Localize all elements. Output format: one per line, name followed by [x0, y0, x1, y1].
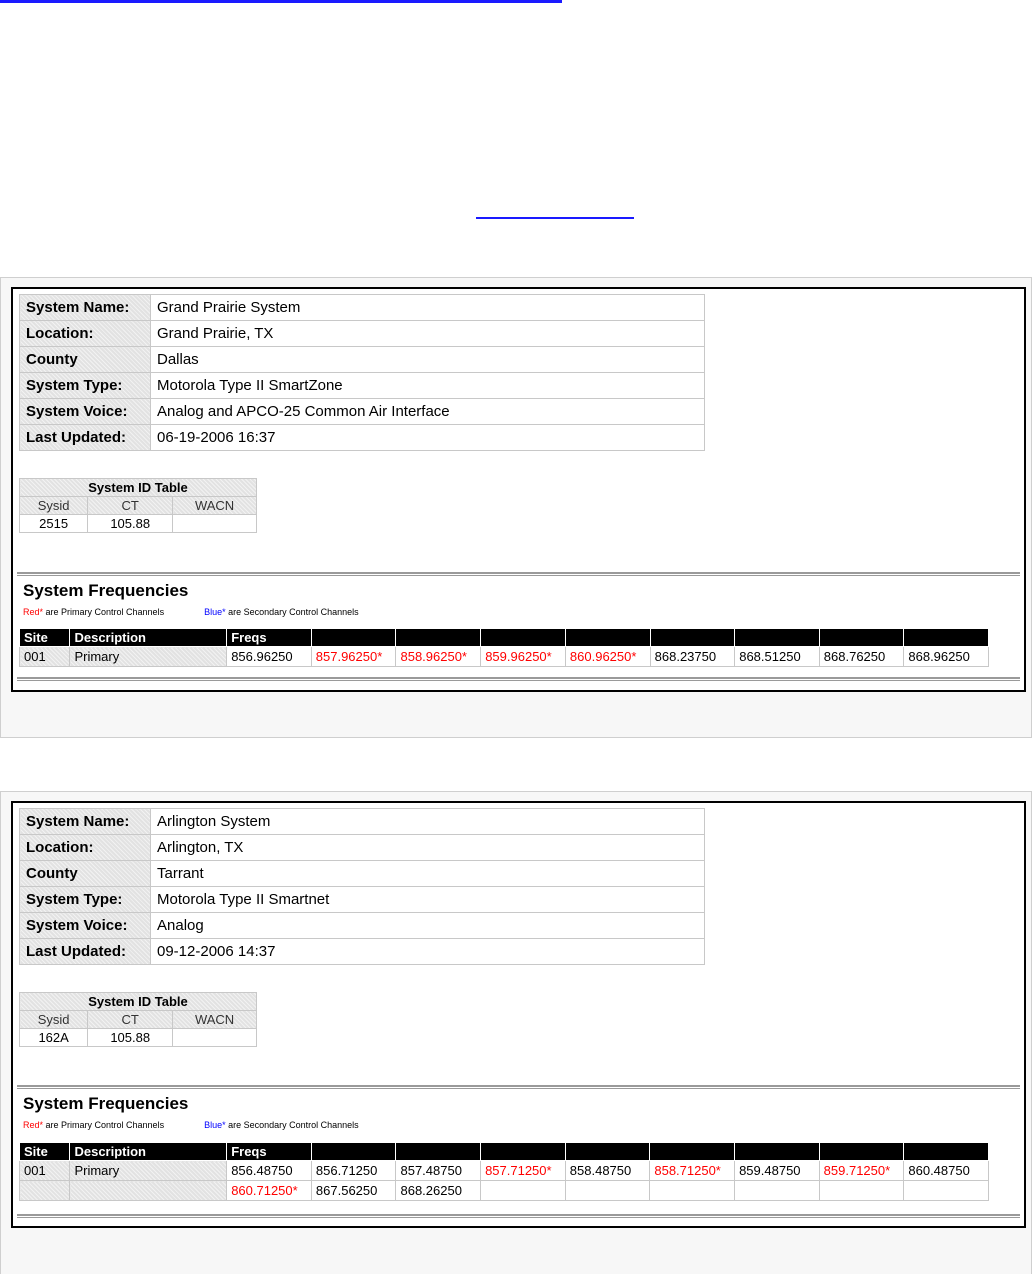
- info-label: System Voice:: [20, 399, 151, 425]
- freqs-header-cell: [904, 629, 989, 647]
- info-value: Arlington System: [151, 809, 705, 835]
- info-value: Grand Prairie System: [151, 295, 705, 321]
- frequency-table: [19, 1142, 989, 1201]
- frequency-cell: 868.26250: [396, 1181, 481, 1201]
- frequency-cell: [481, 1181, 566, 1201]
- freqs-header-cell: [735, 629, 820, 647]
- info-value: 09-12-2006 14:37: [151, 939, 705, 965]
- description-cell: [70, 1181, 227, 1201]
- freqs-header-cell: [735, 1143, 820, 1161]
- frequencies-title: System Frequencies: [23, 581, 189, 600]
- ct-value: 105.88: [88, 515, 173, 533]
- info-label: Location:: [20, 321, 151, 347]
- frequency-cell: 858.96250*: [396, 647, 481, 667]
- divider: [17, 572, 1020, 576]
- sysid-value: 2515: [20, 515, 88, 533]
- description-cell: Primary: [70, 647, 227, 667]
- frequency-cell: 859.96250*: [481, 647, 566, 667]
- frequency-cell: 858.71250*: [650, 1161, 735, 1181]
- info-label: System Type:: [20, 373, 151, 399]
- frequency-table: [19, 628, 989, 667]
- frequency-cell: 856.96250: [227, 647, 312, 667]
- frequencies-title: System Frequencies: [23, 1094, 189, 1113]
- freqs-header-cell: [396, 629, 481, 647]
- info-label: Location:: [20, 835, 151, 861]
- info-value: Tarrant: [151, 861, 705, 887]
- frequency-cell: 868.51250: [735, 647, 820, 667]
- description-header: Description: [70, 1143, 227, 1161]
- wacn-value: [173, 515, 257, 533]
- info-label: System Voice:: [20, 913, 151, 939]
- legend-blue-word: Blue*: [204, 1120, 226, 1130]
- system-id-table-title: System ID Table: [20, 993, 257, 1011]
- frequency-cell: [904, 1181, 989, 1201]
- site-cell: [20, 1181, 70, 1201]
- info-value: Grand Prairie, TX: [151, 321, 705, 347]
- system-panel: [0, 791, 1032, 1274]
- legend-red-word: Red*: [23, 1120, 44, 1130]
- freqs-header-cell: [396, 1143, 481, 1161]
- frequency-cell: 860.48750: [904, 1161, 989, 1181]
- wacn-value: [173, 1029, 257, 1047]
- info-label: Last Updated:: [20, 939, 151, 965]
- frequency-row: [20, 1161, 989, 1181]
- system-id-table-title: System ID Table: [20, 479, 257, 497]
- frequency-cell: [819, 1181, 904, 1201]
- freqs-header-cell: [481, 1143, 566, 1161]
- system-info-table: [19, 294, 705, 451]
- system-info-table: [19, 808, 705, 965]
- info-label: System Type:: [20, 887, 151, 913]
- frequency-cell: 860.96250*: [565, 647, 650, 667]
- mid-link[interactable]: [476, 217, 634, 219]
- frequency-cell: 858.48750: [565, 1161, 650, 1181]
- divider: [17, 677, 1020, 681]
- info-value: Motorola Type II Smartnet: [151, 887, 705, 913]
- freqs-header-cell: [819, 1143, 904, 1161]
- legend-blue-word: Blue*: [204, 607, 226, 617]
- info-label: County: [20, 347, 151, 373]
- legend-blue-text: are Secondary Control Channels: [225, 607, 359, 617]
- divider: [17, 1085, 1020, 1089]
- frequency-cell: [565, 1181, 650, 1201]
- info-value: Analog: [151, 913, 705, 939]
- site-header: Site: [20, 1143, 70, 1161]
- system-screenshot: [11, 801, 1026, 1228]
- freqs-header-cell: [311, 1143, 396, 1161]
- ct-header: CT: [88, 497, 173, 515]
- legend-blue-text: are Secondary Control Channels: [225, 1120, 359, 1130]
- system-id-table: [19, 478, 257, 533]
- frequency-cell: [650, 1181, 735, 1201]
- info-label: System Name:: [20, 809, 151, 835]
- description-cell: Primary: [70, 1161, 227, 1181]
- site-cell: 001: [20, 647, 70, 667]
- frequency-row: [20, 1181, 989, 1201]
- top-link[interactable]: [0, 0, 562, 3]
- legend-red-text: are Primary Control Channels: [43, 607, 165, 617]
- divider: [17, 1214, 1020, 1218]
- frequency-cell: 856.71250: [311, 1161, 396, 1181]
- freqs-header-cell: [565, 629, 650, 647]
- info-value: Analog and APCO-25 Common Air Interface: [151, 399, 705, 425]
- info-label: County: [20, 861, 151, 887]
- sysid-header: Sysid: [20, 1011, 88, 1029]
- sysid-value: 162A: [20, 1029, 88, 1047]
- wacn-header: WACN: [173, 497, 257, 515]
- info-label: Last Updated:: [20, 425, 151, 451]
- control-channel-legend: [23, 1120, 359, 1130]
- frequency-cell: 857.48750: [396, 1161, 481, 1181]
- frequency-cell: 857.96250*: [311, 647, 396, 667]
- freqs-header: Freqs: [227, 1143, 312, 1161]
- frequency-cell: [735, 1181, 820, 1201]
- system-screenshot: [11, 287, 1026, 692]
- system-panel: [0, 277, 1032, 738]
- legend-red-word: Red*: [23, 607, 44, 617]
- frequency-cell: 856.48750: [227, 1161, 312, 1181]
- system-id-table: [19, 992, 257, 1047]
- freqs-header-cell: [311, 629, 396, 647]
- freqs-header-cell: [904, 1143, 989, 1161]
- freqs-header-cell: [565, 1143, 650, 1161]
- frequency-cell: 859.48750: [735, 1161, 820, 1181]
- frequency-cell: 867.56250: [311, 1181, 396, 1201]
- info-value: Arlington, TX: [151, 835, 705, 861]
- frequency-row: [20, 647, 989, 667]
- frequency-cell: 857.71250*: [481, 1161, 566, 1181]
- frequency-cell: 860.71250*: [227, 1181, 312, 1201]
- ct-value: 105.88: [88, 1029, 173, 1047]
- freqs-header-cell: [481, 629, 566, 647]
- frequency-cell: 868.23750: [650, 647, 735, 667]
- freqs-header: Freqs: [227, 629, 312, 647]
- freqs-header-cell: [650, 629, 735, 647]
- info-value: Dallas: [151, 347, 705, 373]
- wacn-header: WACN: [173, 1011, 257, 1029]
- info-label: System Name:: [20, 295, 151, 321]
- sysid-header: Sysid: [20, 497, 88, 515]
- frequency-cell: 868.76250: [819, 647, 904, 667]
- frequency-cell: 868.96250: [904, 647, 989, 667]
- legend-red-text: are Primary Control Channels: [43, 1120, 165, 1130]
- info-value: Motorola Type II SmartZone: [151, 373, 705, 399]
- ct-header: CT: [88, 1011, 173, 1029]
- control-channel-legend: [23, 607, 359, 617]
- description-header: Description: [70, 629, 227, 647]
- site-cell: 001: [20, 1161, 70, 1181]
- site-header: Site: [20, 629, 70, 647]
- info-value: 06-19-2006 16:37: [151, 425, 705, 451]
- freqs-header-cell: [650, 1143, 735, 1161]
- freqs-header-cell: [819, 629, 904, 647]
- frequency-cell: 859.71250*: [819, 1161, 904, 1181]
